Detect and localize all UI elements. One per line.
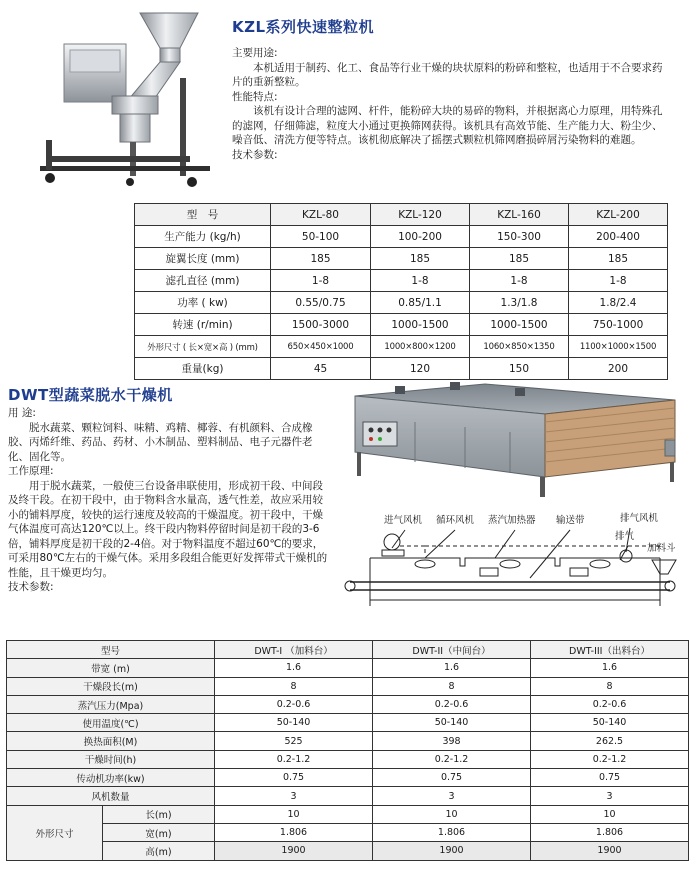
- table-row: [135, 358, 668, 380]
- label-conveyor: 输送带: [556, 515, 585, 526]
- header-cell: KZL-160: [470, 204, 569, 226]
- row-label: 滤孔直径 (mm): [135, 270, 271, 292]
- table-cell: 120: [371, 358, 470, 380]
- table-cell: 750-1000: [569, 314, 668, 336]
- table-cell: 0.75: [215, 769, 373, 787]
- table-cell: 0.2-0.6: [373, 695, 531, 713]
- header-cell: DWT-III（出料台）: [531, 641, 689, 659]
- table-cell: 1-8: [271, 270, 371, 292]
- table-cell: 150-300: [470, 226, 569, 248]
- row-label: 使用温度(℃): [7, 714, 215, 732]
- row-label: 转速 (r/min): [135, 314, 271, 336]
- table-cell: 50-140: [531, 714, 689, 732]
- table-row: [7, 714, 689, 732]
- table-cell: 8: [215, 677, 373, 695]
- table-row: [7, 823, 689, 841]
- table-cell: 185: [271, 248, 371, 270]
- table-cell: 0.2-1.2: [531, 750, 689, 768]
- kzl-params-heading: 技术参数:: [232, 148, 278, 161]
- table-cell: 1-8: [371, 270, 470, 292]
- table-row: [7, 732, 689, 750]
- table-row: [7, 805, 689, 823]
- table-row: [135, 314, 668, 336]
- table-cell: 185: [371, 248, 470, 270]
- dwt-spec-table: [6, 640, 689, 861]
- table-row: [7, 787, 689, 805]
- row-label: 干燥时间(h): [7, 750, 215, 768]
- dim-group-label: 外形尺寸: [7, 805, 103, 860]
- table-header-row: [7, 641, 689, 659]
- dwt-usage-text: 脱水蔬菜、颗粒饲料、味精、鸡精、椰蓉、有机颜料、合成橡胶、丙烯纤维、药品、药材、小木制品、塑料制品、电子元器件老化、固化等。: [8, 421, 313, 463]
- table-cell: 1.6: [373, 659, 531, 677]
- kzl-feature-text: 该机有设计合理的滤网、杆件，能粉碎大块的易碎的物料，并根据离心力原理，用特殊孔的滤网，仔细筛滤，粒度大小通过更换筛网获得。该机具有高效节能、生产能力大、粉尘少、噪音低、清洗方便等特点。该机彻底解决了摇摆式颗粒机筛网磨损碎屑污染物料的难题。: [232, 105, 663, 146]
- table-cell: 0.2-1.2: [215, 750, 373, 768]
- dwt-schematic-diagram: [330, 520, 692, 608]
- table-cell: 1900: [373, 842, 531, 860]
- table-row: [7, 695, 689, 713]
- header-cell: 型号: [7, 641, 215, 659]
- row-label: 外形尺寸 ( 长×宽×高 ) (mm): [135, 336, 271, 358]
- table-cell: 3: [215, 787, 373, 805]
- table-row: [135, 248, 668, 270]
- table-cell: 50-100: [271, 226, 371, 248]
- table-cell: 1.6: [531, 659, 689, 677]
- table-cell: 10: [215, 805, 373, 823]
- table-row: [135, 226, 668, 248]
- table-cell: 1.3/1.8: [470, 292, 569, 314]
- table-cell: 0.85/1.1: [371, 292, 470, 314]
- table-cell: 3: [373, 787, 531, 805]
- kzl-usage-text: 本机适用于制药、化工、食品等行业干燥的块状原料的粉碎和整粒，也适用于不合要求药片的重新整粒。: [232, 61, 663, 88]
- label-hopper: 加料斗: [647, 543, 676, 554]
- table-cell: 1.8/2.4: [569, 292, 668, 314]
- table-cell: 10: [531, 805, 689, 823]
- table-cell: 50-140: [373, 714, 531, 732]
- dwt-title: DWT型蔬菜脱水干燥机: [8, 386, 173, 404]
- table-row: [7, 842, 689, 860]
- table-row: [7, 659, 689, 677]
- table-cell: 650×450×1000: [271, 336, 371, 358]
- row-label: 带宽 (m): [7, 659, 215, 677]
- header-cell: KZL-200: [569, 204, 668, 226]
- table-cell: 0.2-0.6: [215, 695, 373, 713]
- table-row: [135, 270, 668, 292]
- kzl-title: KZL系列快速整粒机: [232, 18, 375, 36]
- table-cell: 525: [215, 732, 373, 750]
- table-cell: 1.6: [215, 659, 373, 677]
- table-cell: 1000-1500: [470, 314, 569, 336]
- table-cell: 200-400: [569, 226, 668, 248]
- row-label: 换热面积(M): [7, 732, 215, 750]
- table-cell: 1100×1000×1500: [569, 336, 668, 358]
- kzl-usage-heading: 主要用途:: [232, 47, 278, 59]
- label-steam-heater: 蒸汽加热器: [488, 515, 536, 526]
- table-cell: 1900: [215, 842, 373, 860]
- dwt-principle-text: 用于脱水蔬菜，一般使三台设备串联使用，形成初干段、中间段及终干段。在初干段中，由于物料含水量高，透气性差，故应采用较小的铺料厚度，较快的运行速度及较高的干燥温度。初干段中，干燥气体温度可高达120℃以上。终干段内物料停留时间是初干段的3-6倍，铺料厚度是初干段的2-4倍。对于物料温度不超过60℃的要求，可采用80℃左右的干燥气体。采用多段组合能更好发挥带式干燥机的性能，且干燥更均匀。: [8, 479, 328, 579]
- row-label: 重量(kg): [135, 358, 271, 380]
- table-cell: 0.55/0.75: [271, 292, 371, 314]
- table-cell: 3: [531, 787, 689, 805]
- label-circulation-fan: 循环风机: [436, 515, 475, 526]
- table-cell: 1.806: [531, 823, 689, 841]
- table-cell: 1000×800×1200: [371, 336, 470, 358]
- table-cell: 1.806: [215, 823, 373, 841]
- table-row: [7, 677, 689, 695]
- table-cell: 8: [531, 677, 689, 695]
- table-cell: 0.75: [373, 769, 531, 787]
- table-cell: 10: [373, 805, 531, 823]
- kzl-feature-heading: 性能特点:: [232, 90, 278, 103]
- table-cell: 1-8: [470, 270, 569, 292]
- kzl-spec-table: [134, 203, 668, 380]
- table-cell: 50-140: [215, 714, 373, 732]
- row-label: 传动机功率(kw): [7, 769, 215, 787]
- row-label: 功率 ( kw): [135, 292, 271, 314]
- table-cell: 1900: [531, 842, 689, 860]
- table-cell: 150: [470, 358, 569, 380]
- table-cell: 1000-1500: [371, 314, 470, 336]
- row-label: 风机数量: [7, 787, 215, 805]
- header-cell: KZL-120: [371, 204, 470, 226]
- row-label: 旋翼长度 (mm): [135, 248, 271, 270]
- header-cell: 型 号: [135, 204, 271, 226]
- table-cell: 185: [470, 248, 569, 270]
- table-cell: 262.5: [531, 732, 689, 750]
- table-row: [135, 292, 668, 314]
- row-label: 高(m): [103, 842, 215, 860]
- row-label: 宽(m): [103, 823, 215, 841]
- row-label: 干燥段长(m): [7, 677, 215, 695]
- table-cell: 1060×850×1350: [470, 336, 569, 358]
- table-cell: 0.2-0.6: [531, 695, 689, 713]
- row-label: 蒸汽压力(Mpa): [7, 695, 215, 713]
- dwt-usage-heading: 用 途:: [8, 407, 36, 419]
- row-label: 生产能力 (kg/h): [135, 226, 271, 248]
- table-cell: 0.2-1.2: [373, 750, 531, 768]
- label-exhaust-fan: 排气风机: [620, 513, 659, 524]
- row-label: 长(m): [103, 805, 215, 823]
- label-exhaust: 排气: [615, 531, 635, 542]
- table-row: [7, 750, 689, 768]
- table-cell: 45: [271, 358, 371, 380]
- dwt-machine-image: [335, 382, 685, 500]
- table-header-row: [135, 204, 668, 226]
- label-inlet-fan: 进气风机: [384, 515, 423, 526]
- table-cell: 1.806: [373, 823, 531, 841]
- table-row: [135, 336, 668, 358]
- table-cell: 185: [569, 248, 668, 270]
- table-cell: 1-8: [569, 270, 668, 292]
- table-cell: 1500-3000: [271, 314, 371, 336]
- dwt-principle-heading: 工作原理:: [8, 465, 54, 477]
- kzl-machine-image: [20, 8, 225, 196]
- table-cell: 200: [569, 358, 668, 380]
- table-cell: 0.75: [531, 769, 689, 787]
- table-cell: 8: [373, 677, 531, 695]
- table-row: [7, 769, 689, 787]
- table-cell: 398: [373, 732, 531, 750]
- header-cell: DWT-I （加料台）: [215, 641, 373, 659]
- table-cell: 100-200: [371, 226, 470, 248]
- header-cell: DWT-II（中间台）: [373, 641, 531, 659]
- header-cell: KZL-80: [271, 204, 371, 226]
- dwt-params-heading: 技术参数:: [8, 581, 54, 593]
